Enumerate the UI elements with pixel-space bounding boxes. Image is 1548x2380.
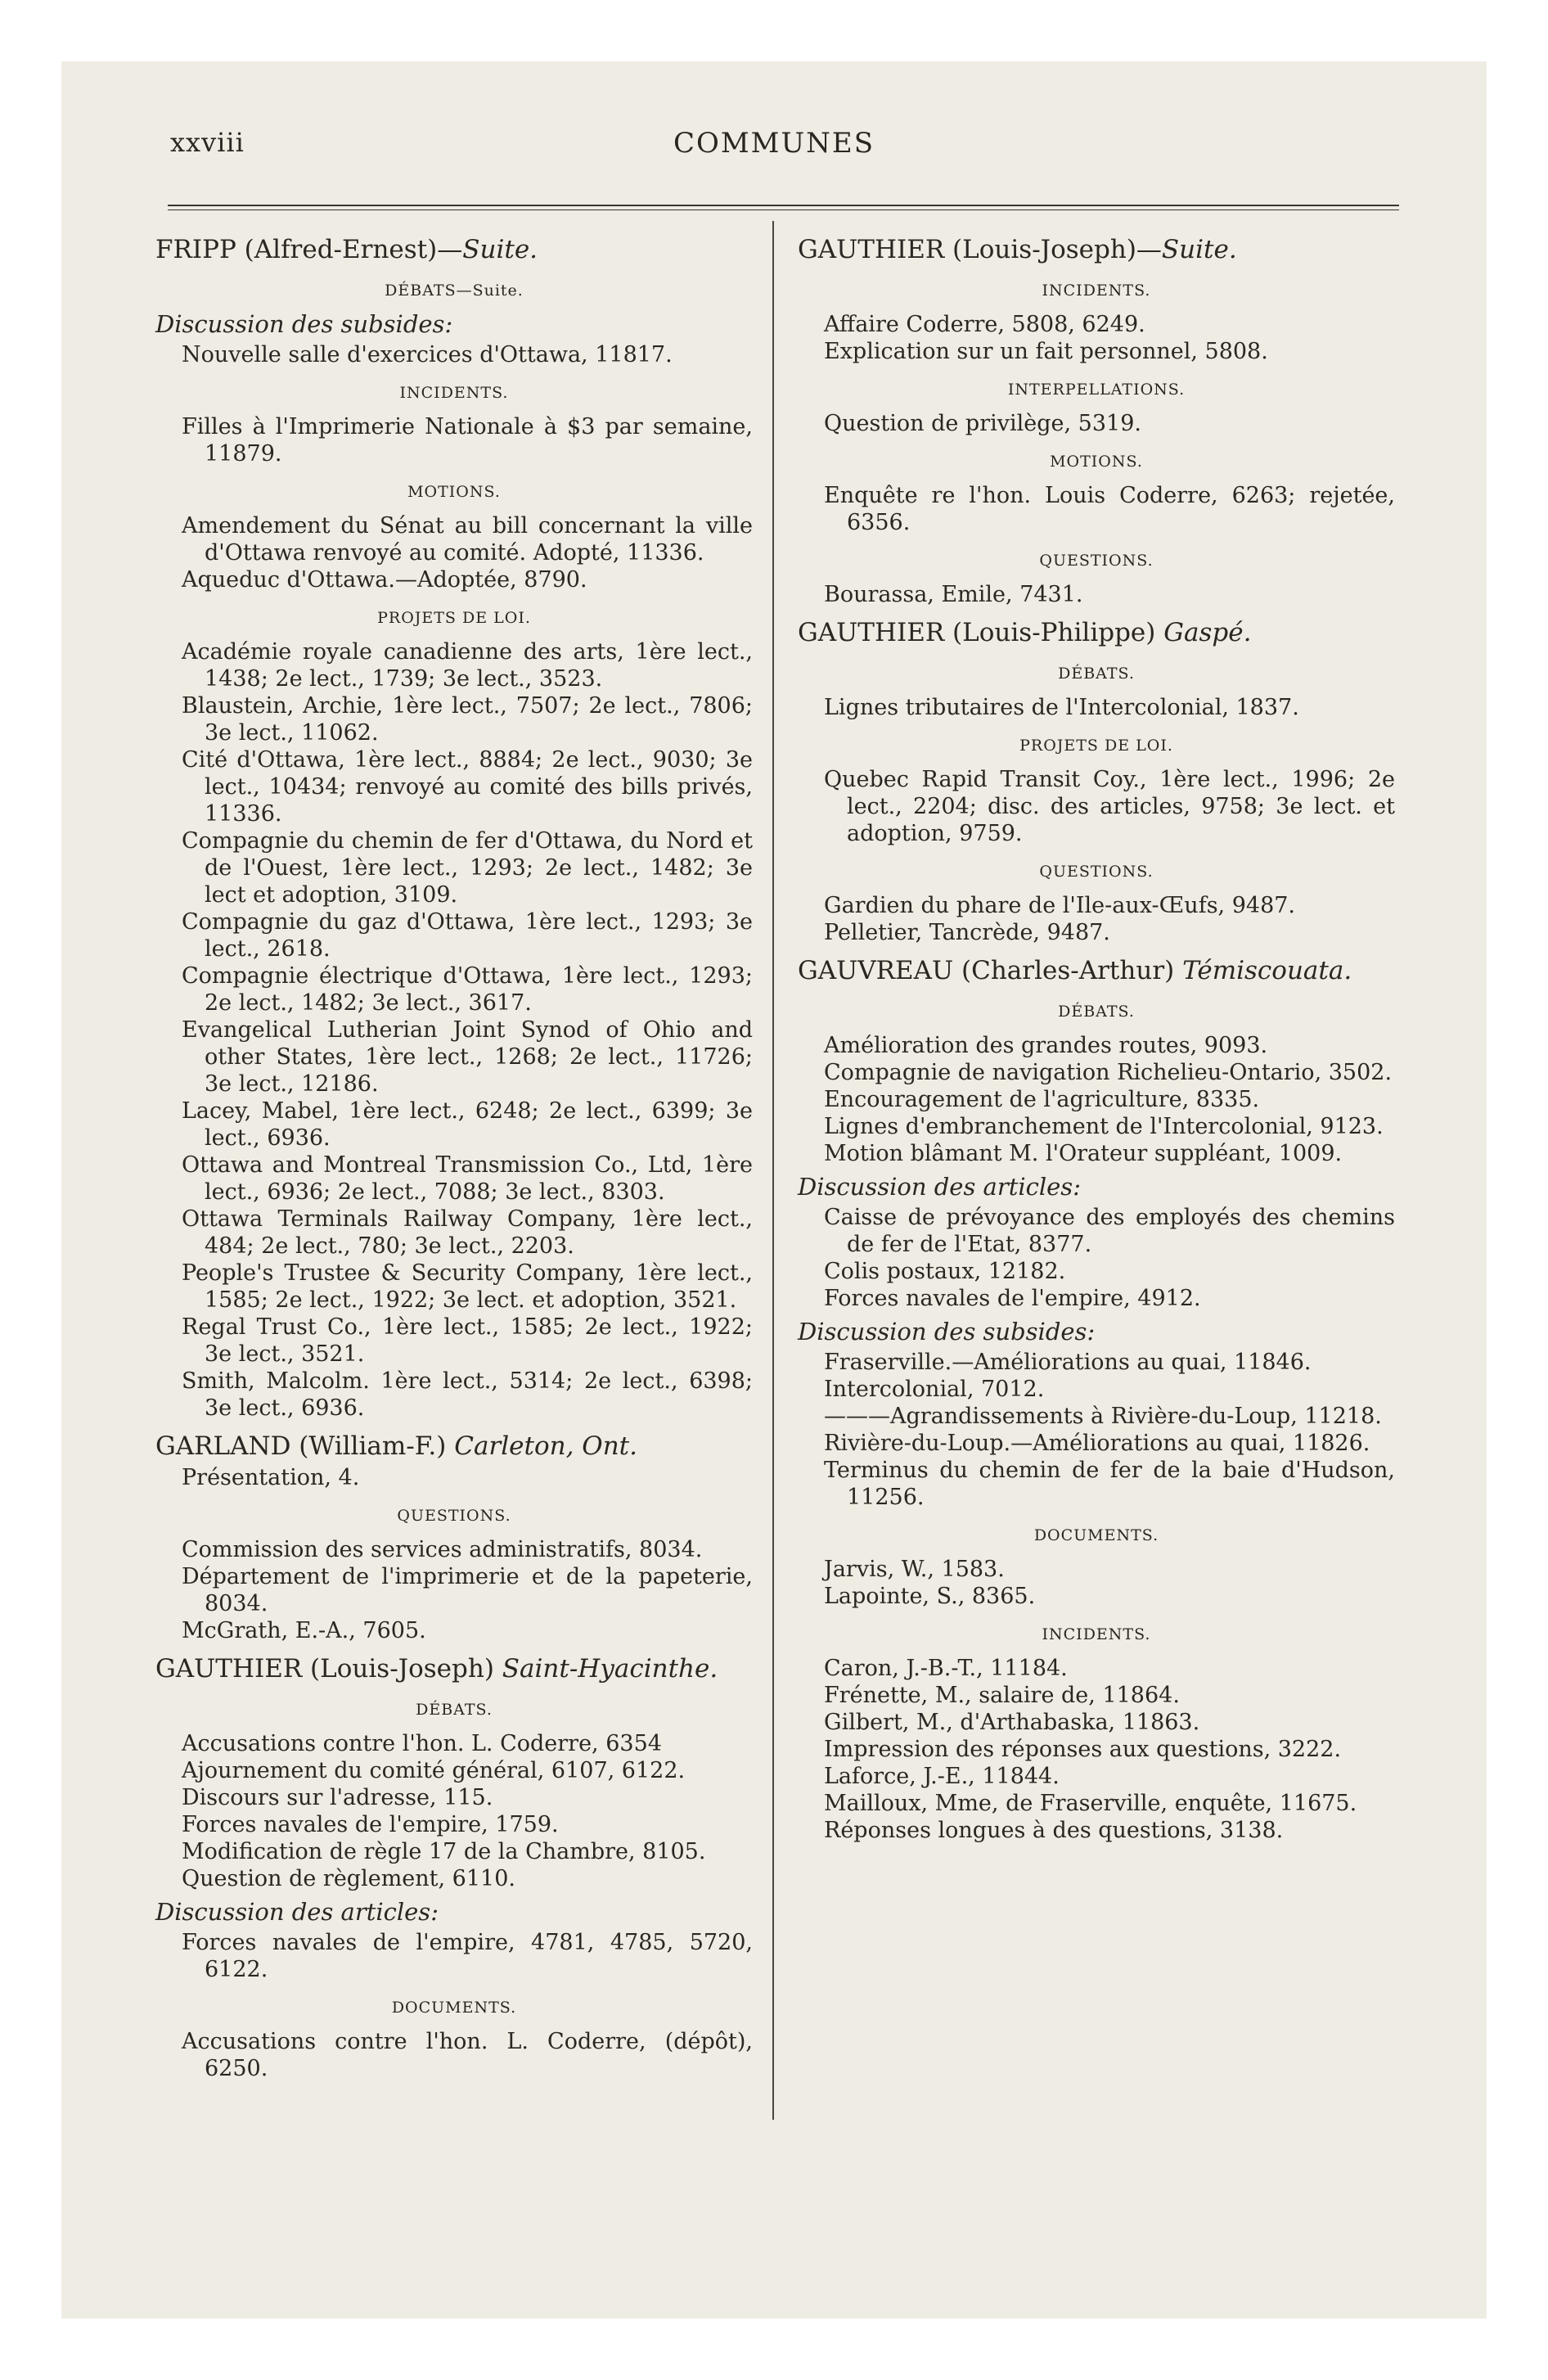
index-entry: Fraserville.—Améliorations au quai, 11846. <box>824 1350 1312 1375</box>
index-entry: Lignes tributaires de l'Intercolonial, 1837. <box>824 695 1299 720</box>
index-entry: Lignes d'embranchement de l'Intercolonial, 9123. <box>824 1114 1384 1139</box>
index-entry: Impression des réponses aux questions, 3222. <box>824 1737 1342 1762</box>
section-heading: DÉBATS. <box>1058 1003 1135 1021</box>
index-entry: Présentation, 4. <box>182 1465 360 1490</box>
page-title: COMMUNES <box>673 127 875 160</box>
index-entry: Enquête re l'hon. Louis Coderre, 6263; rejetée, 6356. <box>824 483 1395 535</box>
index-entry: Laforce, J.-E., 11844. <box>824 1764 1060 1789</box>
column-divider <box>772 221 774 2120</box>
subsection-heading: Discussion des subsides: <box>798 1318 1096 1346</box>
member-riding: Saint-Hyacinthe. <box>502 1654 718 1684</box>
index-entry: Ottawa Terminals Railway Company, 1ère lect., 484; 2e lect., 780; 3e lect., 2203. <box>182 1206 753 1259</box>
index-entry: Cité d'Ottawa, 1ère lect., 8884; 2e lect., 9030; 3e lect., 10434; renvoyé au comité des bills privés, 11336. <box>182 747 753 827</box>
index-entry: Caron, J.-B.-T., 11184. <box>824 1656 1068 1681</box>
index-entry: Amélioration des grandes routes, 9093. <box>824 1033 1268 1058</box>
index-entry: Commission des services administratifs, 8034. <box>182 1537 703 1562</box>
index-entry: Compagnie du gaz d'Ottawa, 1ère lect., 1293; 3e lect., 2618. <box>182 909 753 962</box>
section-heading: INCIDENTS. <box>399 384 509 402</box>
index-entry: Lacey, Mabel, 1ère lect., 6248; 2e lect., 6399; 3e lect., 6936. <box>182 1098 753 1151</box>
index-entry: Caisse de prévoyance des employés des chemins de fer de l'Etat, 8377. <box>824 1205 1395 1257</box>
index-entry: Bourassa, Emile, 7431. <box>824 582 1083 607</box>
index-entry: Lapointe, S., 8365. <box>824 1584 1036 1609</box>
member-riding: Carleton, Ont. <box>454 1431 637 1461</box>
index-entry: Terminus du chemin de fer de la baie d'Hudson, 11256. <box>824 1458 1395 1510</box>
left-column <box>155 233 753 2082</box>
section-heading: PROJETS DE LOI. <box>1019 737 1173 755</box>
index-entry: Forces navales de l'empire, 1759. <box>182 1812 559 1837</box>
index-entry: Affaire Coderre, 5808, 6249. <box>824 312 1145 337</box>
index-entry: Département de l'imprimerie et de la papeterie, 8034. <box>182 1564 753 1616</box>
subsection-heading: Discussion des articles: <box>798 1173 1081 1201</box>
index-entry: Amendement du Sénat au bill concernant la ville d'Ottawa renvoyé au comité. Adopté, 11336. <box>182 513 753 566</box>
index-entry: Compagnie électrique d'Ottawa, 1ère lect., 1293; 2e lect., 1482; 3e lect., 3617. <box>182 963 753 1016</box>
member-name: GAUTHIER (Louis-Philippe) <box>798 618 1164 647</box>
member-name: GAUTHIER (Louis-Joseph) <box>155 1654 502 1684</box>
index-entry: Modification de règle 17 de la Chambre, 8105. <box>182 1839 706 1864</box>
index-entry: Question de privilège, 5319. <box>824 411 1141 436</box>
page-number: xxviii <box>170 127 245 158</box>
index-entry: Explication sur un fait personnel, 5808. <box>824 339 1268 364</box>
subsection-heading: Discussion des subsides: <box>155 310 453 338</box>
member-riding: Suite. <box>462 235 538 264</box>
section-heading: DOCUMENTS. <box>391 1999 517 2017</box>
index-entry: Ottawa and Montreal Transmission Co., Ltd, 1ère lect., 6936; 2e lect., 7088; 3e lect., 8303. <box>182 1152 753 1205</box>
section-heading: QUESTIONS. <box>1039 552 1154 570</box>
section-heading: INCIDENTS. <box>1042 1625 1151 1643</box>
member-heading <box>155 1430 753 1463</box>
member-heading <box>155 1652 753 1685</box>
index-entry: ———Agrandissements à Rivière-du-Loup, 11218. <box>824 1404 1382 1429</box>
index-entry: Question de règlement, 6110. <box>182 1866 515 1891</box>
index-entry: Blaustein, Archie, 1ère lect., 7507; 2e lect., 7806; 3e lect., 11062. <box>182 693 753 746</box>
section-heading: QUESTIONS. <box>1039 863 1154 881</box>
section-heading: MOTIONS. <box>1050 453 1143 471</box>
member-heading <box>798 616 1395 649</box>
index-entry: Gilbert, M., d'Arthabaska, 11863. <box>824 1710 1200 1735</box>
index-entry: Regal Trust Co., 1ère lect., 1585; 2e lect., 1922; 3e lect., 3521. <box>182 1314 753 1367</box>
index-entry: Pelletier, Tancrède, 9487. <box>824 920 1110 945</box>
index-entry: Compagnie de navigation Richelieu-Ontario, 3502. <box>824 1060 1393 1085</box>
index-entry: Nouvelle salle d'exercices d'Ottawa, 11817. <box>182 342 673 367</box>
section-heading: INTERPELLATIONS. <box>1007 381 1186 399</box>
subsection-heading: Discussion des articles: <box>155 1898 439 1926</box>
member-riding: Gaspé. <box>1163 618 1252 647</box>
section-heading: PROJETS DE LOI. <box>377 609 531 627</box>
index-entry: People's Trustee & Security Company, 1ère lect., 1585; 2e lect., 1922; 3e lect. et adoption, 3521. <box>182 1260 753 1313</box>
member-heading <box>155 233 753 266</box>
section-heading: MOTIONS. <box>407 483 501 501</box>
member-riding: Témiscouata. <box>1182 956 1352 985</box>
member-heading <box>798 954 1395 987</box>
index-entry: Intercolonial, 7012. <box>824 1377 1045 1402</box>
index-entry: Forces navales de l'empire, 4912. <box>824 1286 1201 1311</box>
index-entry: Filles à l'Imprimerie Nationale à $3 par semaine, 11879. <box>182 414 753 467</box>
section-heading: INCIDENTS. <box>1042 282 1151 300</box>
index-entry: Frénette, M., salaire de, 11864. <box>824 1683 1180 1708</box>
index-entry: Jarvis, W., 1583. <box>824 1557 1005 1582</box>
index-entry: Réponses longues à des questions, 3138. <box>824 1818 1284 1843</box>
member-name: GAUVREAU (Charles-Arthur) <box>798 956 1183 985</box>
index-entry: Smith, Malcolm. 1ère lect., 5314; 2e lect., 6398; 3e lect., 6936. <box>182 1368 753 1421</box>
index-entry: Forces navales de l'empire, 4781, 4785, 5720, 6122. <box>182 1930 753 1982</box>
member-name: FRIPP (Alfred-Ernest)— <box>155 235 463 264</box>
section-heading: DÉBATS. <box>416 1701 493 1719</box>
index-entry: Aqueduc d'Ottawa.—Adoptée, 8790. <box>182 567 587 593</box>
section-heading: DOCUMENTS. <box>1033 1526 1159 1544</box>
index-entry: Gardien du phare de l'Ile-aux-Œufs, 9487. <box>824 893 1296 918</box>
member-heading <box>798 233 1395 266</box>
member-name: GARLAND (William-F.) <box>155 1431 455 1461</box>
member-name: GAUTHIER (Louis-Joseph)— <box>798 235 1162 264</box>
section-heading: DÉBATS—Suite. <box>385 282 524 300</box>
index-entry: Discours sur l'adresse, 115. <box>182 1785 493 1810</box>
index-entry: Ajournement du comité général, 6107, 6122. <box>182 1758 686 1783</box>
right-column <box>798 233 1395 1844</box>
index-entry: Accusations contre l'hon. L. Coderre, 6354 <box>182 1731 662 1756</box>
header-rule <box>168 205 1399 206</box>
section-heading: QUESTIONS. <box>397 1507 511 1525</box>
index-entry: Quebec Rapid Transit Coy., 1ère lect., 1996; 2e lect., 2204; disc. des articles, 9758; 3e lect. et adoption, 9759. <box>824 767 1395 846</box>
index-entry: Accusations contre l'hon. L. Coderre, (dépôt), 6250. <box>182 2029 753 2081</box>
section-heading: DÉBATS. <box>1058 665 1135 683</box>
index-entry: McGrath, E.-A., 7605. <box>182 1618 426 1643</box>
index-entry: Rivière-du-Loup.—Améliorations au quai, 11826. <box>824 1431 1370 1456</box>
member-riding: Suite. <box>1161 235 1237 264</box>
index-entry: Evangelical Lutherian Joint Synod of Ohio and other States, 1ère lect., 1268; 2e lect., 11726; 3e lect., 12186. <box>182 1017 753 1097</box>
index-entry: Compagnie du chemin de fer d'Ottawa, du Nord et de l'Ouest, 1ère lect., 1293; 2e lect., 1482; 3e lect et adoption, 3109. <box>182 828 753 908</box>
index-entry: Encouragement de l'agriculture, 8335. <box>824 1087 1260 1112</box>
index-entry: Colis postaux, 12182. <box>824 1259 1066 1284</box>
index-entry: Académie royale canadienne des arts, 1ère lect., 1438; 2e lect., 1739; 3e lect., 3523. <box>182 639 753 692</box>
index-entry: Motion blâmant M. l'Orateur suppléant, 1009. <box>824 1141 1343 1166</box>
index-entry: Mailloux, Mme, de Fraserville, enquête, 11675. <box>824 1791 1357 1816</box>
